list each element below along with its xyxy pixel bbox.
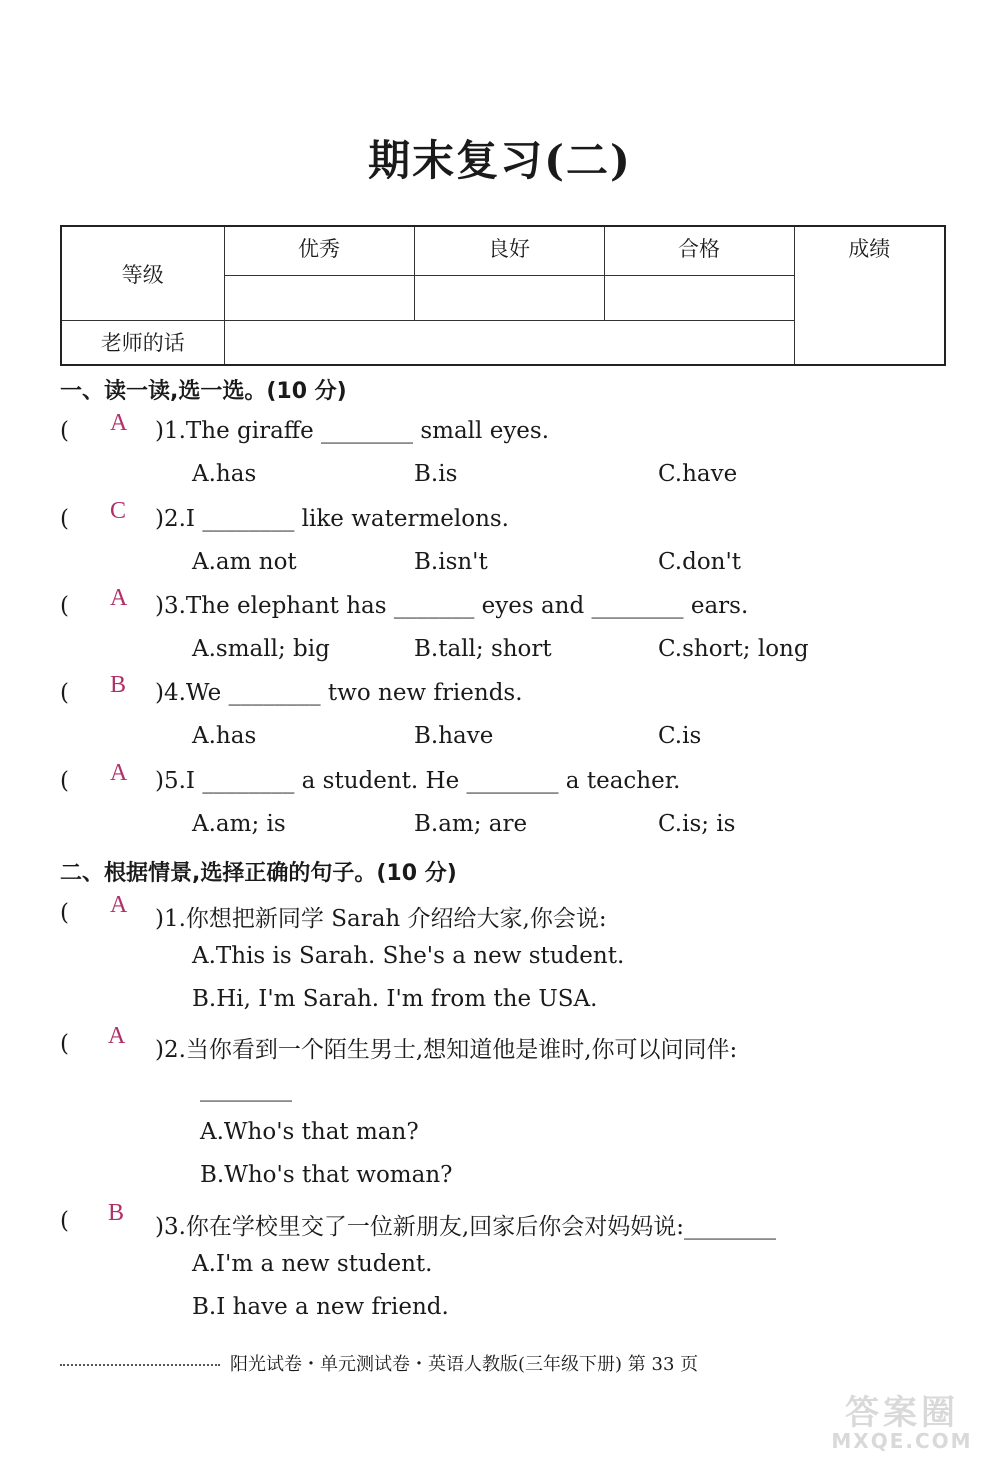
section1-heading: 一、读一读,选一选。(10 分): [60, 379, 347, 404]
option-c: C.is; is: [658, 811, 736, 837]
footer-text: 阳光试卷・单元测试卷・英语人教版(三年级下册) 第 33 页: [230, 1354, 699, 1375]
score-label: 成绩: [848, 237, 891, 261]
teacher-comment-box: [224, 321, 794, 365]
question-text: )3.The elephant has _______ eyes and ________ ears.: [155, 593, 749, 619]
question-text: )4.We ________ two new friends.: [155, 680, 523, 706]
level-good: 良好: [414, 226, 604, 276]
answer-mark: A: [110, 892, 128, 918]
option-b: B.isn't: [414, 549, 488, 575]
answer-paren: (: [60, 680, 69, 706]
option-c: C.is: [658, 723, 702, 749]
option-b: B.Hi, I'm Sarah. I'm from the USA.: [192, 986, 598, 1012]
level-pass: 合格: [604, 226, 794, 276]
answer-paren: (: [60, 418, 69, 444]
option-a: A.has: [192, 461, 257, 487]
answer-mark: B: [110, 672, 127, 698]
option-b: B.is: [414, 461, 458, 487]
grade-row-label: 等级: [61, 226, 224, 321]
answer-paren: (: [60, 593, 69, 619]
watermark-logo: [812, 1395, 992, 1453]
question-text: )2.I ________ like watermelons.: [155, 506, 509, 532]
level-good-box: [414, 276, 604, 321]
level-excellent: 优秀: [224, 226, 414, 276]
watermark-line1: 答案圈: [845, 1393, 959, 1433]
grade-table: [60, 225, 946, 366]
option-a: A.has: [192, 723, 257, 749]
watermark-line2: MXQE.COM: [831, 1429, 973, 1453]
question-text: )1.你想把新同学 Sarah 介绍给大家,你会说:: [155, 906, 607, 932]
option-a: A.This is Sarah. She's a new student.: [192, 943, 625, 969]
answer-paren: (: [60, 900, 69, 926]
level-excellent-box: [224, 276, 414, 321]
section2-heading: 二、根据情景,选择正确的句子。(10 分): [60, 861, 457, 886]
question-text: )1.The giraffe ________ small eyes.: [155, 418, 550, 444]
answer-mark: A: [108, 1023, 126, 1049]
option-a: A.am not: [192, 549, 297, 575]
answer-paren: (: [60, 1031, 69, 1057]
answer-mark: A: [110, 585, 128, 611]
question-text: )2.当你看到一个陌生男士,想知道他是谁时,你可以问同伴:: [155, 1037, 738, 1063]
page-title: 期末复习(二): [368, 136, 632, 185]
option-c: C.don't: [658, 549, 742, 575]
answer-paren: (: [60, 768, 69, 794]
option-c: C.short; long: [658, 636, 809, 662]
answer-mark: C: [110, 498, 127, 524]
level-pass-box: [604, 276, 794, 321]
option-c: C.have: [658, 461, 738, 487]
option-a: A.am; is: [192, 811, 286, 837]
page-footer: [60, 1350, 698, 1376]
option-a: A.I'm a new student.: [192, 1251, 433, 1277]
footer-dotted-rule: [60, 1364, 220, 1366]
option-b: B.I have a new friend.: [192, 1294, 449, 1320]
option-a: A.Who's that man?: [200, 1119, 419, 1145]
question-text: )5.I ________ a student. He ________ a teacher.: [155, 768, 681, 794]
option-b: B.Who's that woman?: [200, 1162, 453, 1188]
answer-paren: (: [60, 1208, 69, 1234]
answer-blank: ________: [200, 1076, 292, 1102]
question-text: )3.你在学校里交了一位新朋友,回家后你会对妈妈说:________: [155, 1214, 776, 1240]
answer-mark: B: [108, 1200, 125, 1226]
option-b: B.am; are: [414, 811, 528, 837]
answer-paren: (: [60, 506, 69, 532]
option-b: B.tall; short: [414, 636, 552, 662]
answer-mark: A: [110, 410, 128, 436]
score-cell: [794, 226, 945, 365]
option-a: A.small; big: [192, 636, 330, 662]
option-b: B.have: [414, 723, 494, 749]
answer-mark: A: [110, 760, 128, 786]
teacher-comment-label: 老师的话: [61, 321, 224, 365]
